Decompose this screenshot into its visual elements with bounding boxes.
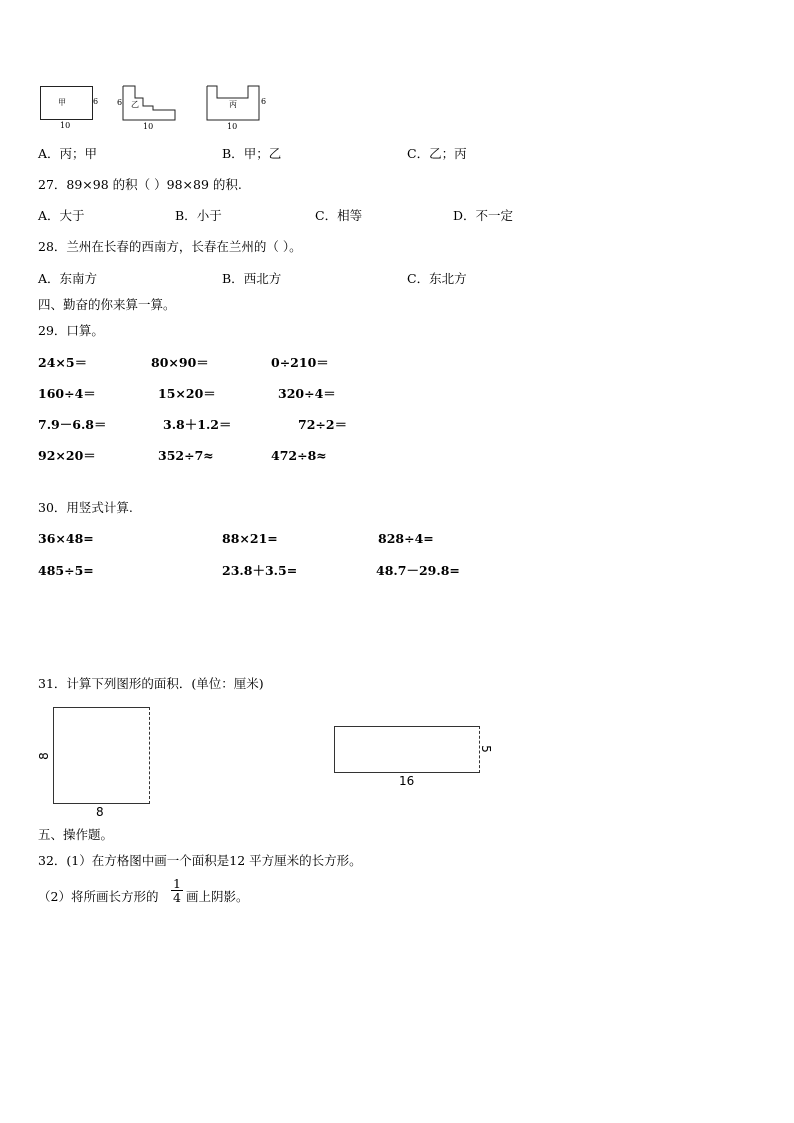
- q27-option-a[interactable]: [38, 210, 85, 223]
- q30-r2c2: 23.8＋3.5=: [222, 563, 298, 578]
- shape-bing-height: 6: [261, 97, 267, 106]
- q31-rectangle-side-label: 5: [478, 745, 493, 753]
- q31-rectangle: [334, 726, 480, 773]
- q29-stem: 29．口算。: [38, 323, 104, 338]
- q27-option-b[interactable]: [175, 210, 222, 223]
- q28-option-a[interactable]: [38, 273, 97, 286]
- q30-r1c2: 88×21=: [222, 531, 278, 546]
- q27-option-c[interactable]: [315, 210, 362, 223]
- q32-part2-before: （2）将所画长方形的: [38, 889, 159, 904]
- q29-r1c1: 24×5＝: [38, 355, 88, 370]
- fraction-numerator: 1: [173, 876, 181, 891]
- q31-square-side-label: 8: [36, 752, 51, 760]
- option-letter: A．: [38, 208, 60, 223]
- q29-r3c1: 7.9－6.8＝: [38, 417, 107, 432]
- q28-stem: 28．兰州在长春的西南方，长春在兰州的（ ）。: [38, 239, 302, 254]
- q32-part2-after: 画上阴影。: [186, 889, 249, 904]
- option-text: 东南方: [59, 271, 98, 286]
- shape-jia-height: 6: [93, 97, 99, 106]
- shape-jia-width: 10: [60, 121, 71, 130]
- q29-r1c2: 80×90＝: [151, 355, 209, 370]
- option-letter: D．: [453, 208, 476, 223]
- q29-r3c2: 3.8＋1.2＝: [163, 417, 232, 432]
- q32-fraction: [171, 877, 183, 906]
- option-letter: B．: [222, 271, 244, 286]
- option-text: 东北方: [429, 271, 467, 286]
- q31-rectangle-bottom-label: 16: [399, 774, 415, 788]
- option-text: 小于: [196, 208, 222, 223]
- shape-yi-label: 乙: [131, 100, 139, 109]
- q26-option-b[interactable]: [222, 148, 281, 161]
- q32-part1: 32．(1）在方格图中画一个面积是12 平方厘米的长方形。: [38, 853, 362, 868]
- option-text: 西北方: [243, 271, 282, 286]
- q29-r1c3: 0÷210＝: [271, 355, 329, 370]
- option-letter: C．: [315, 208, 338, 223]
- q28-option-b[interactable]: [222, 273, 281, 286]
- option-text: 大于: [59, 208, 85, 223]
- option-letter: C．: [407, 271, 430, 286]
- option-letter: C．: [407, 146, 430, 161]
- shape-yi-height: 6: [117, 98, 123, 107]
- section-4-title: 四、勤奋的你来算一算。: [38, 297, 176, 312]
- option-letter: A．: [38, 271, 60, 286]
- q30-r1c3: 828÷4=: [378, 531, 434, 546]
- q29-r2c2: 15×20＝: [158, 386, 216, 401]
- q29-r2c3: 320÷4＝: [278, 386, 336, 401]
- shape-jia: [40, 86, 93, 120]
- q29-r4c2: 352÷7≈: [158, 448, 214, 463]
- option-text: 甲；乙: [243, 146, 282, 161]
- option-letter: A．: [38, 146, 60, 161]
- q26-option-a[interactable]: [38, 148, 97, 161]
- option-text: 相等: [337, 208, 363, 223]
- q31-stem: 31．计算下列图形的面积．(单位：厘米): [38, 676, 264, 691]
- q26-option-c[interactable]: [407, 148, 467, 161]
- shape-jia-label: 甲: [58, 98, 66, 107]
- option-letter: B．: [222, 146, 244, 161]
- shape-yi-width: 10: [143, 122, 154, 131]
- q30-r2c3: 48.7－29.8=: [376, 563, 460, 578]
- shape-bing-label: 丙: [229, 100, 237, 109]
- fraction-denominator: 4: [173, 890, 181, 906]
- q27-stem: 27．89×98 的积（ ）98×89 的积.: [38, 177, 242, 192]
- q29-r4c3: 472÷8≈: [271, 448, 327, 463]
- q29-r4c1: 92×20＝: [38, 448, 96, 463]
- option-text: 丙；甲: [59, 146, 98, 161]
- q29-r2c1: 160÷4＝: [38, 386, 96, 401]
- option-letter: B．: [175, 208, 197, 223]
- section-5-title: 五、操作题。: [38, 827, 114, 842]
- shape-bing-width: 10: [227, 122, 238, 131]
- q31-square: [53, 707, 150, 804]
- option-text: 不一定: [475, 208, 514, 223]
- q28-option-c[interactable]: [407, 273, 467, 286]
- q30-r1c1: 36×48=: [38, 531, 94, 546]
- q31-square-bottom-label: 8: [96, 805, 104, 819]
- q27-option-d[interactable]: [453, 210, 513, 223]
- q30-r2c1: 485÷5=: [38, 563, 94, 578]
- option-text: 乙；丙: [429, 146, 467, 161]
- q29-r3c3: 72÷2＝: [298, 417, 348, 432]
- q30-stem: 30．用竖式计算.: [38, 500, 133, 515]
